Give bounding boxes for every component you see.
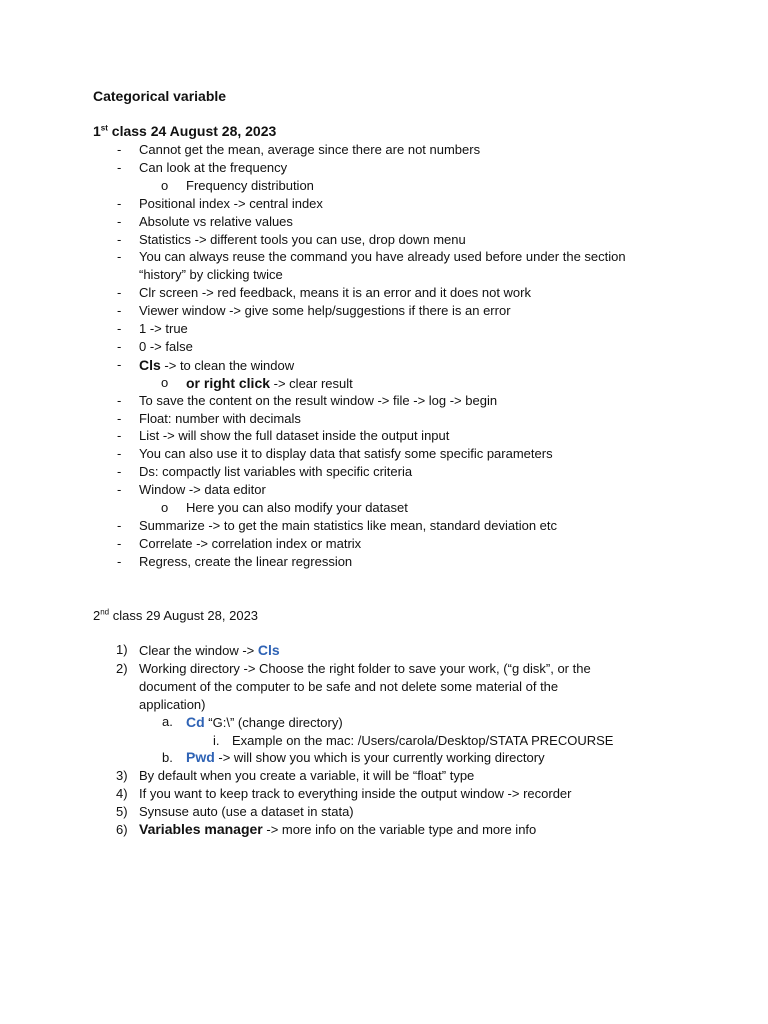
class2-item-2-line1: Working directory -> Choose the right folder to save your work, (“g disk”, or the bbox=[139, 661, 591, 676]
class2-item-5-text: Synsuse auto (use a dataset in stata) bbox=[139, 804, 354, 819]
dash-bullet-marker: - bbox=[117, 482, 122, 497]
class2-subitem-a-letter: a. bbox=[162, 714, 173, 729]
class1-item bbox=[139, 303, 511, 318]
class1-date: class 24 August 28, 2023 bbox=[107, 123, 277, 139]
class2-subitem-i-numeral: i. bbox=[213, 733, 220, 748]
class1-superscript: st bbox=[100, 123, 108, 133]
class1-subitem-text: -> clear result bbox=[270, 376, 353, 391]
dash-bullet-marker: - bbox=[117, 411, 122, 426]
dash-bullet-marker: - bbox=[117, 232, 122, 247]
class2-item-5-number: 5) bbox=[116, 804, 128, 819]
class2-number: 2 bbox=[93, 608, 101, 623]
class1-item bbox=[139, 536, 361, 551]
dash-bullet-marker: - bbox=[117, 536, 122, 551]
dash-bullet-marker: - bbox=[117, 142, 122, 157]
class1-heading bbox=[93, 123, 276, 139]
class1-item bbox=[139, 196, 323, 211]
class1-item bbox=[139, 482, 266, 497]
class2-item-3-text: By default when you create a variable, it will be “float” type bbox=[139, 768, 475, 783]
class1-item bbox=[139, 249, 626, 264]
dash-bullet-marker: - bbox=[117, 285, 122, 300]
class2-item-2-line3: application) bbox=[139, 697, 206, 712]
class1-item-text: You can always reuse the command you have already used before under the section bbox=[139, 249, 626, 264]
class2-date: class 29 August 28, 2023 bbox=[109, 608, 259, 623]
class1-item bbox=[139, 518, 557, 533]
class1-subitem-text: Here you can also modify your dataset bbox=[186, 500, 408, 515]
class2-subitem-b-command: Pwd bbox=[186, 749, 215, 765]
class1-subitem bbox=[186, 500, 408, 515]
class1-item bbox=[139, 464, 412, 479]
class1-item bbox=[139, 321, 188, 336]
class1-item-text: Clr screen -> red feedback, means it is an error and it does not work bbox=[139, 285, 531, 300]
class2-item-1-text: Clear the window -> bbox=[139, 643, 258, 658]
class2-item-3-number: 3) bbox=[116, 768, 128, 783]
class1-item-text: Absolute vs relative values bbox=[139, 214, 293, 229]
class1-subitem bbox=[186, 178, 314, 193]
dash-bullet-marker: - bbox=[117, 554, 122, 569]
class1-item-bold: Cls bbox=[139, 357, 161, 373]
class1-subitem-bold: or right click bbox=[186, 375, 271, 391]
dash-bullet-marker: - bbox=[117, 321, 122, 336]
class2-subitem-i-text: Example on the mac: /Users/carola/Desktop/STATA PRECOURSE bbox=[232, 733, 614, 748]
class2-item-1-command: Cls bbox=[257, 642, 280, 658]
class2-item-2-line2: document of the computer to be safe and not delete some material of the bbox=[139, 679, 559, 694]
class1-item bbox=[139, 393, 497, 408]
class1-item bbox=[139, 142, 480, 157]
dash-bullet-marker: - bbox=[117, 196, 122, 211]
class2-heading bbox=[93, 608, 258, 623]
class2-item-4-number: 4) bbox=[116, 786, 128, 801]
class1-item bbox=[139, 554, 352, 569]
class1-item-text: Regress, create the linear regression bbox=[139, 554, 353, 569]
class2-item-6-number: 6) bbox=[116, 822, 128, 837]
class1-item bbox=[139, 339, 193, 354]
class2-item-1-number: 1) bbox=[116, 642, 128, 657]
class1-item-text: Window -> data editor bbox=[139, 482, 266, 497]
class1-item bbox=[139, 446, 553, 461]
dash-bullet-marker: - bbox=[117, 446, 122, 461]
sub-bullet-marker: o bbox=[161, 375, 169, 390]
dash-bullet-marker: - bbox=[117, 303, 122, 318]
class2-subitem-a-command: Cd bbox=[186, 714, 205, 730]
class1-item bbox=[139, 160, 287, 175]
class1-item bbox=[139, 411, 301, 426]
class1-item bbox=[139, 214, 293, 229]
class2-subitem-b-letter: b. bbox=[162, 750, 173, 765]
dash-bullet-marker: - bbox=[117, 214, 122, 229]
class1-item bbox=[139, 232, 466, 247]
class2-item-2-number: 2) bbox=[116, 661, 128, 676]
dash-bullet-marker: - bbox=[117, 393, 122, 408]
dash-bullet-marker: - bbox=[117, 357, 122, 372]
class2-item-6-bold: Variables manager bbox=[139, 821, 263, 837]
dash-bullet-marker: - bbox=[117, 464, 122, 479]
class1-item-text: 1 -> true bbox=[139, 321, 188, 336]
class1-subitem-text: Frequency distribution bbox=[186, 178, 314, 193]
class1-item-text: Float: number with decimals bbox=[139, 411, 301, 426]
class1-item-text: 0 -> false bbox=[139, 339, 193, 354]
document-heading: Categorical variable bbox=[93, 88, 227, 104]
class1-item-text: Statistics -> different tools you can use, drop down menu bbox=[139, 232, 466, 247]
class2-subitem-b-text: -> will show you which is your currently working directory bbox=[214, 750, 545, 765]
class2-subitem-a bbox=[186, 714, 343, 730]
class1-item-text: Cannot get the mean, average since there are not numbers bbox=[139, 142, 481, 157]
class2-item-6 bbox=[139, 821, 536, 837]
dash-bullet-marker: - bbox=[117, 339, 122, 354]
class1-item-text: You can also use it to display data that satisfy some specific parameters bbox=[139, 446, 553, 461]
class1-item-text: Summarize -> to get the main statistics like mean, standard deviation etc bbox=[139, 518, 557, 533]
dash-bullet-marker: - bbox=[117, 518, 122, 533]
class2-item-6-text: -> more info on the variable type and more info bbox=[262, 822, 537, 837]
class2-item-4-text: If you want to keep track to everything inside the output window -> recorder bbox=[139, 786, 572, 801]
class1-item-continuation: “history” by clicking twice bbox=[139, 267, 283, 282]
dash-bullet-marker: - bbox=[117, 249, 122, 264]
class1-item bbox=[139, 428, 449, 443]
class2-superscript: nd bbox=[100, 607, 110, 617]
class2-subitem-a-text: “G:\” (change directory) bbox=[204, 715, 343, 730]
sub-bullet-marker: o bbox=[161, 178, 169, 193]
class1-item-text: List -> will show the full dataset inside the output input bbox=[139, 428, 450, 443]
class1-item bbox=[139, 285, 531, 300]
class1-item bbox=[139, 357, 294, 373]
class1-number: 1 bbox=[93, 123, 101, 139]
sub-bullet-marker: o bbox=[161, 500, 169, 515]
class1-item-text: Can look at the frequency bbox=[139, 160, 288, 175]
class1-subitem bbox=[186, 375, 353, 391]
class1-item-text: To save the content on the result window -> file -> log -> begin bbox=[139, 393, 498, 408]
class2-item-1 bbox=[139, 642, 280, 658]
class1-item-text: Correlate -> correlation index or matrix bbox=[139, 536, 362, 551]
class1-item-text: Positional index -> central index bbox=[139, 196, 323, 211]
dash-bullet-marker: - bbox=[117, 428, 122, 443]
class1-item-text: -> to clean the window bbox=[160, 358, 295, 373]
class1-item-text: Viewer window -> give some help/suggestions if there is an error bbox=[139, 303, 511, 318]
dash-bullet-marker: - bbox=[117, 160, 122, 175]
class1-item-text: Ds: compactly list variables with specific criteria bbox=[139, 464, 413, 479]
class2-subitem-b bbox=[186, 749, 545, 765]
